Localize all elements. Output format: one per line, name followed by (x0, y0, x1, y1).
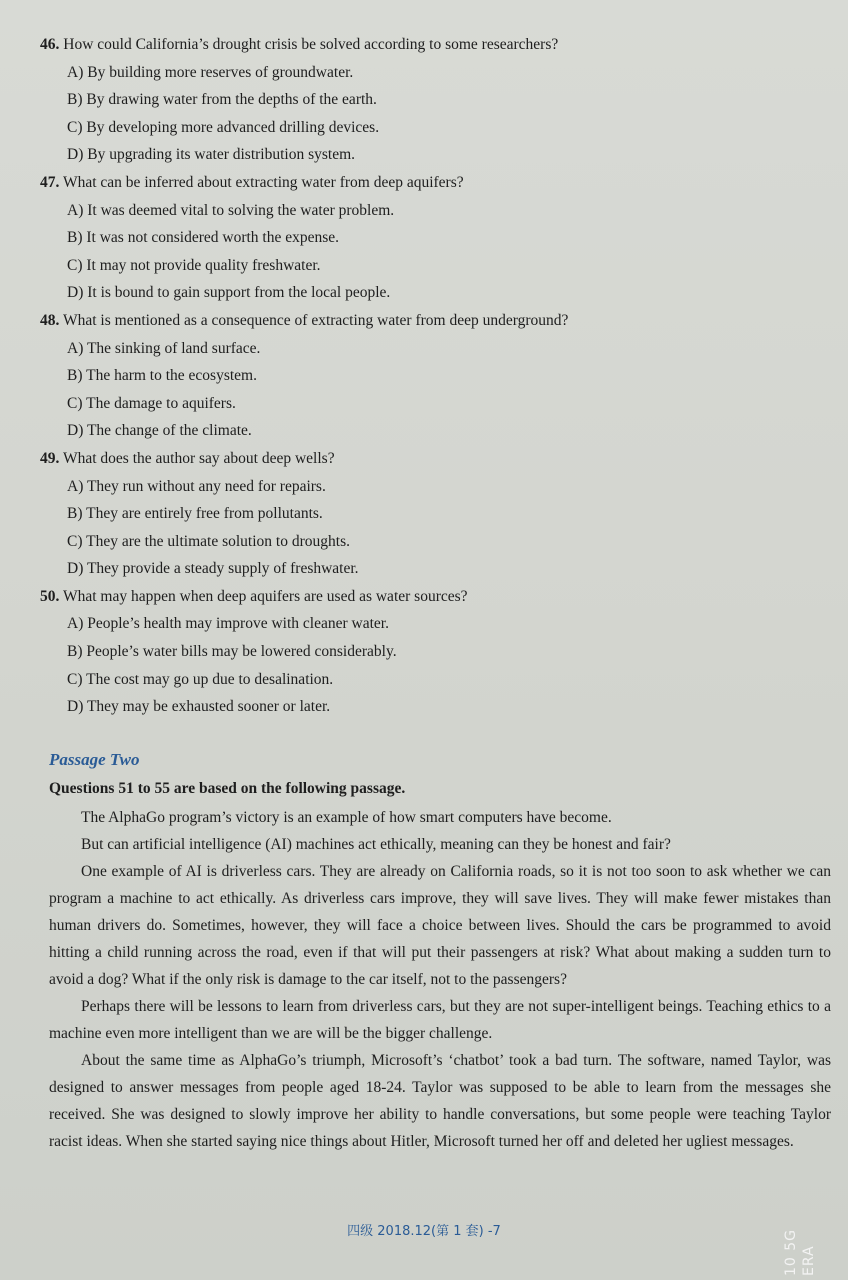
option-46-c: C) By developing more advanced drilling devices. (67, 118, 380, 136)
paragraph: Perhaps there will be lessons to learn from driverless cars, but they are not super-intelligent beings. Teaching ethics to a machine even more intelligent than we are will be the bigger challenge. (49, 998, 831, 1042)
question-number: 46. (40, 36, 60, 53)
option-50-c: C) The cost may go up due to desalination. (67, 670, 334, 688)
option-46-a: A) By building more reserves of groundwater. (67, 63, 354, 81)
option-47-a: A) It was deemed vital to solving the water problem. (67, 201, 395, 219)
question-number: 49. (40, 449, 60, 467)
question-number: 50. (40, 587, 60, 605)
option-49-c: C) They are the ultimate solution to droughts. (67, 532, 350, 550)
option-50-b: B) People’s water bills may be lowered considerably. (67, 643, 397, 661)
option-48-c: C) The damage to aquifers. (67, 394, 236, 412)
option-48-d: D) The change of the climate. (67, 422, 252, 440)
passage-title: Passage Two (49, 750, 140, 769)
question-47 (40, 169, 830, 197)
watermark-line: 10 5G (783, 1228, 799, 1276)
question-48 (40, 307, 830, 335)
question-text: What does the author say about deep wells? (62, 449, 335, 467)
passage-body (49, 804, 831, 1155)
option-49-a: A) They run without any need for repairs. (67, 477, 326, 495)
option-48-b: B) The harm to the ecosystem. (67, 367, 257, 385)
question-text: What may happen when deep aquifers are used as water sources? (62, 587, 468, 605)
question-list (40, 31, 830, 721)
option-49-b: B) They are entirely free from pollutants. (67, 505, 323, 523)
option-50-d: D) They may be exhausted sooner or later. (67, 698, 331, 716)
camera-watermark (782, 1229, 818, 1276)
option-47-c: C) It may not provide quality freshwater. (67, 256, 321, 274)
watermark-line: ERA (801, 1245, 817, 1276)
option-48-a: A) The sinking of land surface. (67, 339, 261, 357)
paragraph: About the same time as AlphaGo’s triumph, Microsoft’s ‘chatbot’ took a bad turn. The software, named Taylor, was designed to answer messages from people aged 18-24. Taylor was supposed to be able to learn from the messages she received. She was designed to slowly improve her ability to handle conversations, but some people were teaching Taylor racist ideas. When she started saying nice things about Hitler, Microsoft turned her off and deleted her ugliest messages. (49, 1052, 831, 1150)
question-46 (40, 31, 830, 59)
question-text: What can be inferred about extracting water from deep aquifers? (62, 173, 464, 191)
paragraph: The AlphaGo program’s victory is an example of how smart computers have become. (81, 809, 612, 826)
paragraph: One example of AI is driverless cars. They are already on California roads, so it is not too soon to ask whether we can program a machine to act ethically. As driverless cars improve, they will save lives. They will make fewer mistakes than human drivers do. Sometimes, however, they will face a choice between lives. Should the cars be programmed to avoid hitting a child running across the road, even if that will put their passengers at risk? What about making a sudden turn to avoid a dog? What if the only risk is damage to the car itself, not to the passengers? (49, 863, 831, 988)
question-number: 48. (40, 311, 60, 329)
option-49-d: D) They provide a steady supply of freshwater. (67, 560, 359, 578)
option-47-b: B) It was not considered worth the expense. (67, 229, 340, 247)
question-50 (40, 583, 830, 611)
question-49 (40, 445, 830, 473)
option-46-b: B) By drawing water from the depths of the earth. (67, 91, 377, 109)
passage-instruction: Questions 51 to 55 are based on the following passage. (49, 780, 406, 797)
question-text: What is mentioned as a consequence of extracting water from deep underground? (62, 311, 569, 329)
question-number: 47. (40, 173, 60, 191)
page-footer: 四级 2018.12(第 1 套) -7 (347, 1224, 501, 1239)
option-50-a: A) People’s health may improve with cleaner water. (67, 615, 389, 633)
paragraph: But can artificial intelligence (AI) machines act ethically, meaning can they be honest and fair? (81, 836, 671, 853)
option-47-d: D) It is bound to gain support from the local people. (67, 284, 391, 302)
option-46-d: D) By upgrading its water distribution system. (67, 146, 356, 164)
question-text: How could California’s drought crisis be solved according to some researchers? (63, 36, 559, 53)
